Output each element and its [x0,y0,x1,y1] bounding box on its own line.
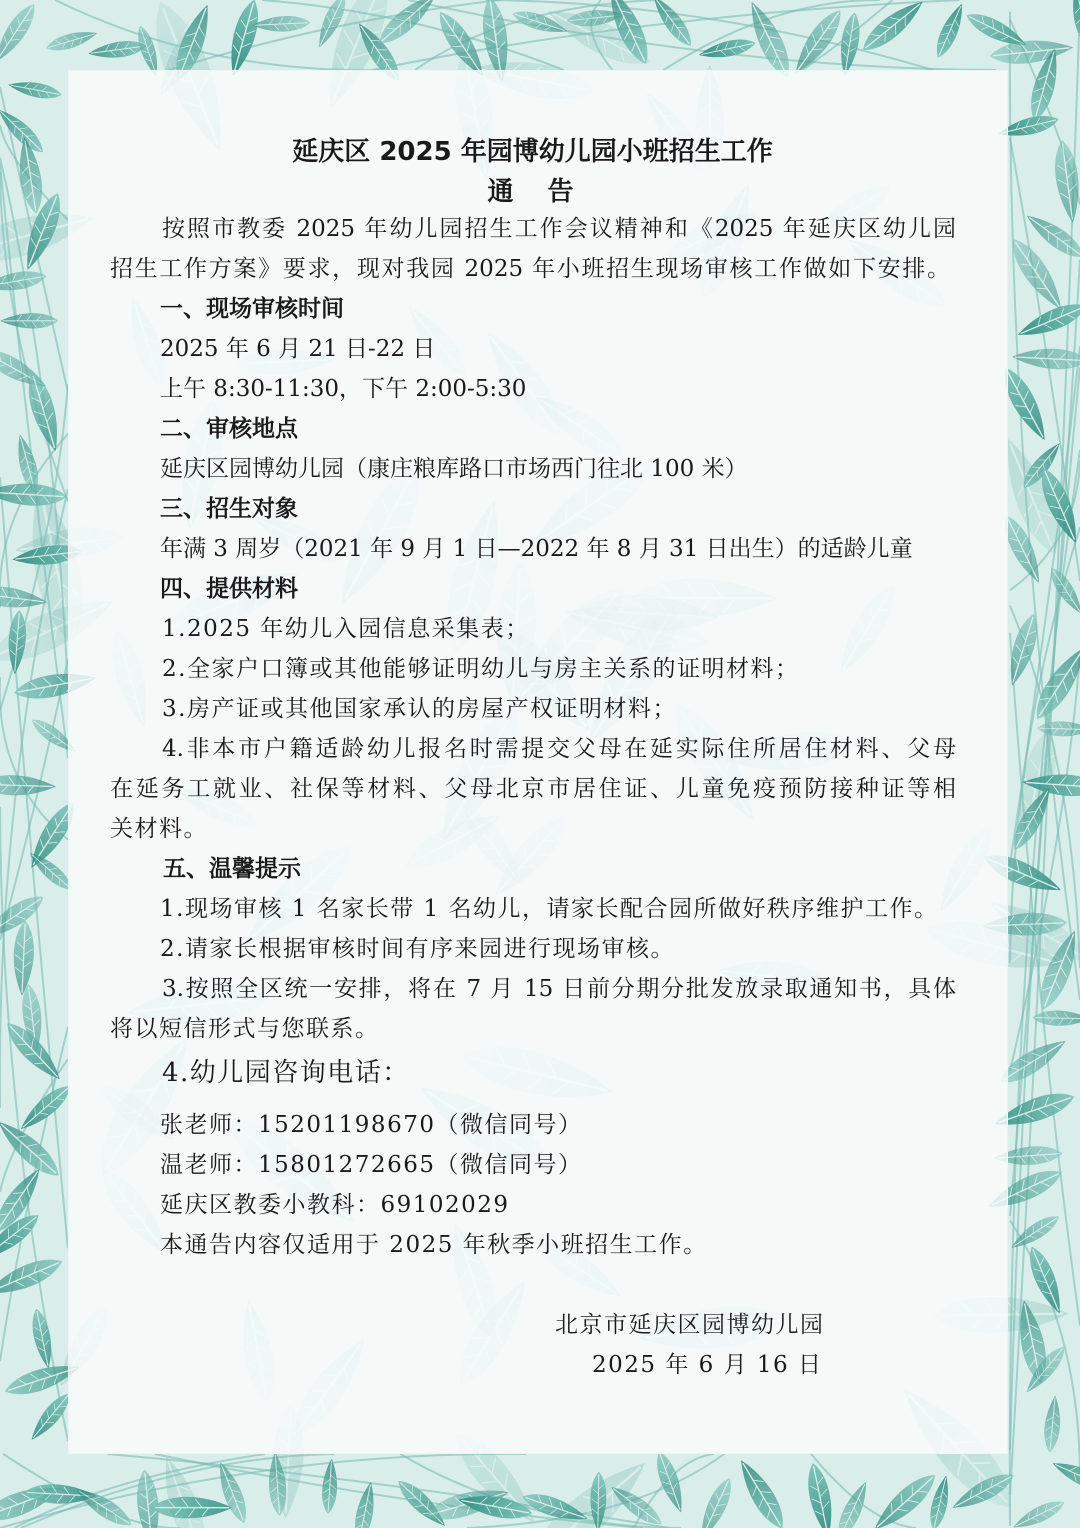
section-heading-target: 三、招生对象 [160,496,298,522]
intro-line-2: 招生工作方案》要求，现对我园 2025 年小班招生现场审核工作做如下安排。 [110,256,950,282]
contact-wen: 温老师：15801272665（微信同号） [160,1152,583,1178]
contact-education-office: 延庆区教委小教科：69102029 [160,1192,510,1218]
material-item-1: 1.2025 年幼儿入园信息采集表； [162,616,530,642]
review-location: 延庆区园博幼儿园（康庄粮库路口市场西门往北 100 米） [160,456,748,482]
notice-subtitle: 通 告 [487,177,578,207]
tip-2: 2.请家长根据审核时间有序来园进行现场审核。 [160,936,675,962]
intro-line-1: 按照市教委 2025 年幼儿园招生工作会议精神和《2025 年延庆区幼儿园 [162,216,956,242]
section-heading-materials: 四、提供材料 [160,576,298,602]
notice-scope: 本通告内容仅适用于 2025 年秋季小班招生工作。 [160,1232,708,1258]
material-item-4-line-3: 关材料。 [110,816,208,842]
consult-phone-heading: 4.幼儿园咨询电话： [162,1058,410,1088]
tip-3-line-2: 将以短信形式与您联系。 [110,1016,380,1042]
review-hours: 上午 8:30-11:30，下午 2:00-5:30 [160,376,527,402]
material-item-2: 2.全家户口簿或其他能够证明幼儿与房主关系的证明材料； [162,656,800,682]
material-item-3: 3.房产证或其他国家承认的房屋产权证明材料； [162,696,677,722]
material-item-4-line-2: 在延务工就业、社保等材料、父母北京市居住证、儿童免疫预防接种证等相 [110,776,956,802]
section-heading-review-time: 一、现场审核时间 [160,296,344,322]
signature-organization: 北京市延庆区园博幼儿园 [555,1312,825,1338]
material-item-4-line-1: 4.非本市户籍适龄幼儿报名时需提交父母在延实际住所居住材料、父母 [162,736,956,762]
contact-zhang: 张老师：15201198670（微信同号） [160,1112,583,1138]
signature-date: 2025 年 6 月 16 日 [592,1352,823,1378]
section-heading-tips: 五、温馨提示 [163,856,301,882]
tip-1: 1.现场审核 1 名家长带 1 名幼儿，请家长配合园所做好秩序维护工作。 [160,896,939,922]
tip-3-line-1: 3.按照全区统一安排，将在 7 月 15 日前分期分批发放录取通知书，具体 [162,976,956,1002]
notice-title: 延庆区 2025 年园博幼儿园小班招生工作 [292,137,773,167]
review-date: 2025 年 6 月 21 日-22 日 [160,336,436,362]
section-heading-location: 二、审核地点 [160,416,298,442]
enrollment-target: 年满 3 周岁（2021 年 9 月 1 日—2022 年 8 月 31 日出生）的适龄儿童 [160,536,913,562]
